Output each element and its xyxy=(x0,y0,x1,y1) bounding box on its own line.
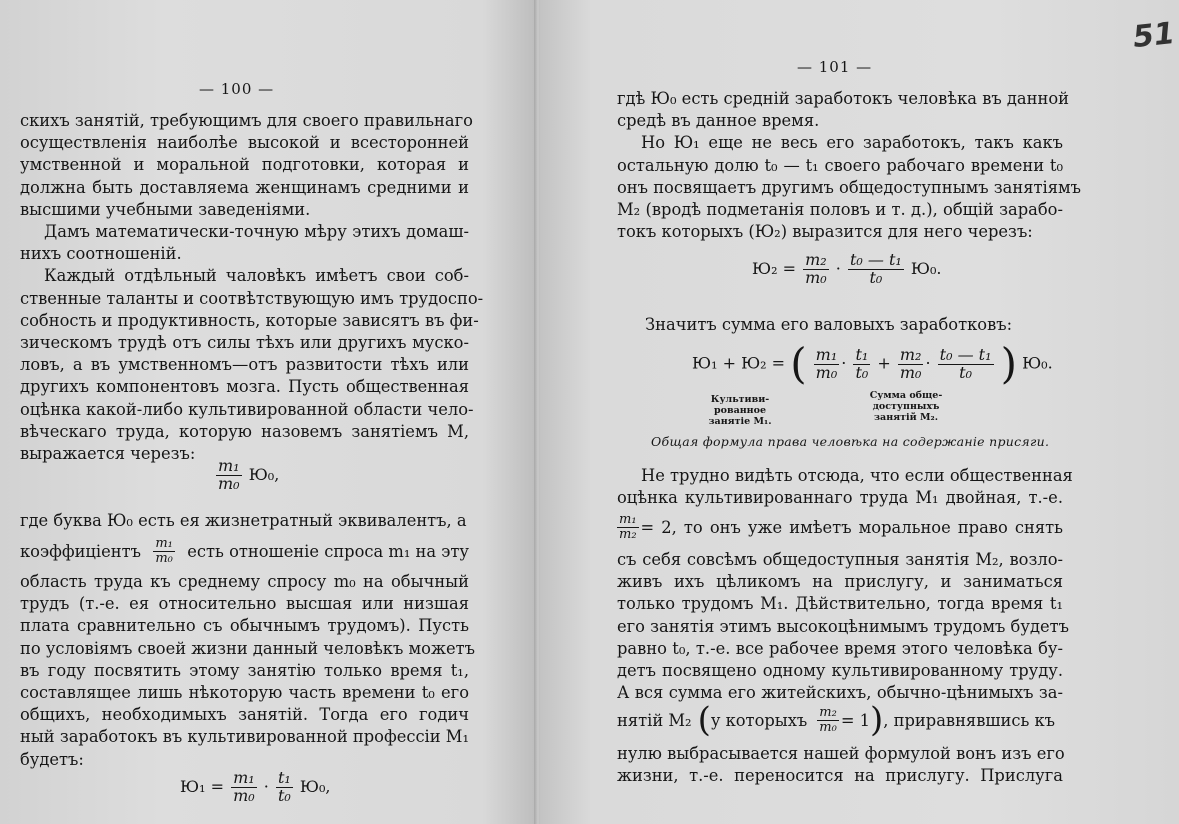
text-line: составлящее лишь нѣкоторую часть времени t₀ его xyxy=(20,683,469,702)
text-line: оцѣнка культивированнаго труда М₁ двойная, т.-е. xyxy=(617,488,1063,508)
text-line: собность и продуктивность, которые зависятъ въ фи- xyxy=(20,310,479,330)
text-line: скихъ занятій, требующимъ для своего правильнаго xyxy=(20,111,473,130)
text-line: трудъ (т.-е. ея относительно высшая или низшая xyxy=(20,594,469,614)
formula-ratio-yu0: $\frac{\text{m₁}}{\text{m₀}}$ Ю₀, xyxy=(218,456,280,493)
text-line: высшими учебными заведеніями. xyxy=(20,199,311,219)
formula-caption: Общая формула права человѣка на содержаніе присяги. xyxy=(651,434,1050,449)
text-line: только трудомъ М₁. Дѣйствительно, тогда время t₁ xyxy=(617,594,1063,614)
text-line: по условіямъ своей жизни данный человѣкъ можетъ xyxy=(20,638,475,658)
text-line: нулю выбрасывается нашей формулой вонъ изъ его xyxy=(617,744,1065,763)
formula-yu1: Ю₁ = $\frac{\text{m₁}}{\text{m₀}}$ · $\frac{\text{t₁}}{\text{t₀}}$ Ю₀, xyxy=(180,768,331,805)
text-line: нихъ соотношеній. xyxy=(20,244,182,264)
text-line: детъ посвящено одному культивированному труду. xyxy=(617,661,1063,680)
note-common-occupations: Сумма обще- доступныхъ занятій М₂. xyxy=(869,390,943,423)
text-line: средѣ въ данное время. xyxy=(617,111,820,131)
text-line: Дамъ математически-точную мѣру этихъ домаш- xyxy=(44,222,469,241)
left-page-number: — 100 — xyxy=(199,80,275,98)
text-line: ловъ, а въ умственномъ—отъ развитости тѣхъ или xyxy=(20,355,469,375)
text-line: ный заработокъ въ культивированной профессіи М₁ xyxy=(20,727,469,747)
ratio-line: $\frac{\text{m₁}}{\text{m₂}}$ = 2, то онъ уже имѣетъ моральное право снять xyxy=(619,512,1063,542)
text-line: М₂ (вродѣ подметанія половъ и т. д.), общій зарабо- xyxy=(617,200,1063,219)
text-line: должна быть доставляема женщинамъ средними и xyxy=(20,177,469,197)
text-line: онъ посвящаетъ другимъ общедоступнымъ занятіямъ xyxy=(617,177,1082,197)
text-line: Каждый отдѣльный чаловѣкъ имѣетъ свои соб- xyxy=(44,266,469,286)
text-line: живъ ихъ цѣликомъ на прислугу, и заниматься xyxy=(617,572,1063,592)
text-line: токъ которыхъ (Ю₂) выразится для него черезъ: xyxy=(617,222,1033,242)
coefficient-line: коэффиціентъ $\frac{\text{m₁}}{\text{m₀}}$ есть отношеніе спроса m₁ на эту xyxy=(20,536,469,566)
text-line: выражается черезъ: xyxy=(20,444,196,463)
occupations-m2-line: нятій М₂ ( у которыхъ $\frac{\text{m₂}}{\text{m₀}}$ = 1 ) , приравнявшись къ xyxy=(617,700,1056,740)
right-page-number: — 101 — xyxy=(797,58,873,76)
formula-yu2: Ю₂ = $\frac{\text{m₂}}{\text{m₀}}$ · $\frac{\text{t₀ — t₁}}{\text{t₀}}$ Ю₀. xyxy=(752,250,942,287)
text-line: Но Ю₁ еще не весь его заработокъ, такъ какъ xyxy=(641,133,1063,153)
text-line: зическомъ трудѣ отъ силы тѣхъ или другихъ мускo- xyxy=(20,333,469,352)
text-line: жизни, т.-е. переносится на прислугу. Прислуга xyxy=(617,766,1063,786)
text-line: будетъ: xyxy=(20,749,84,769)
text-line: ственные таланты и соотвѣтствующую имъ трудоспо- xyxy=(20,288,484,308)
formula-total-sum: Ю₁ + Ю₂ = ( $\frac{\text{m₁}}{\text{m₀}}$ · $\frac{\text{t₁}}{\text{t₀}}$ + $\frac{\text{m₂}}{\text{m₀}}$ · $\frac{\text{t₀ — t₁}}{\text{t₀}}$ ) Ю₀. xyxy=(692,339,1053,388)
text-line: гдѣ Ю₀ есть средній заработокъ человѣка въ данной xyxy=(617,89,1069,108)
text-line: область труда къ среднему спросу m₀ на обычный xyxy=(20,572,469,591)
text-line: оцѣнка какой-либо культивированной области чело- xyxy=(20,399,474,419)
archive-stamp-number: 51 xyxy=(1131,15,1177,56)
text-line: его занятія этимъ высокоцѣнимымъ трудомъ будетъ xyxy=(617,616,1069,636)
note-cultivated-occupation: Культиви- рованное занятіе М₁. xyxy=(708,394,772,427)
text-line: съ себя совсѣмъ общедоступныя занятія М₂, возло- xyxy=(617,550,1063,569)
text-line: Не трудно видѣть отсюда, что если общественная xyxy=(641,466,1073,485)
text-line: остальную долю t₀ — t₁ своего рабочаго времени t₀ xyxy=(617,155,1063,175)
text-line: общихъ, необходимыхъ занятій. Тогда его годич xyxy=(20,705,469,725)
text-line: въ году посвятить этому занятію только время t₁, xyxy=(20,660,469,680)
text-line: равно t₀, т.-е. все рабочее время этого человѣка бу- xyxy=(617,638,1063,658)
text-line: плата сравнительно съ обычнымъ трудомъ). Пусть xyxy=(20,616,469,636)
text-line: другихъ компонентовъ мозга. Пусть общественная xyxy=(20,377,469,397)
text-line: вѣческаго труда, которую назовемъ занятіемъ М, xyxy=(20,421,469,441)
text-line: Значитъ сумма его валовыхъ заработковъ: xyxy=(645,315,1013,334)
text-line: где буква Ю₀ есть ея жизнетратный эквивалентъ, а xyxy=(20,511,467,530)
text-line: осуществленія наиболѣе высокой и всесторонней xyxy=(20,133,469,153)
text-line: умственной и моральной подготовки, которая и xyxy=(20,155,469,175)
text-line: А вся сумма его житейскихъ, обычно-цѣнимыхъ за- xyxy=(617,683,1063,703)
